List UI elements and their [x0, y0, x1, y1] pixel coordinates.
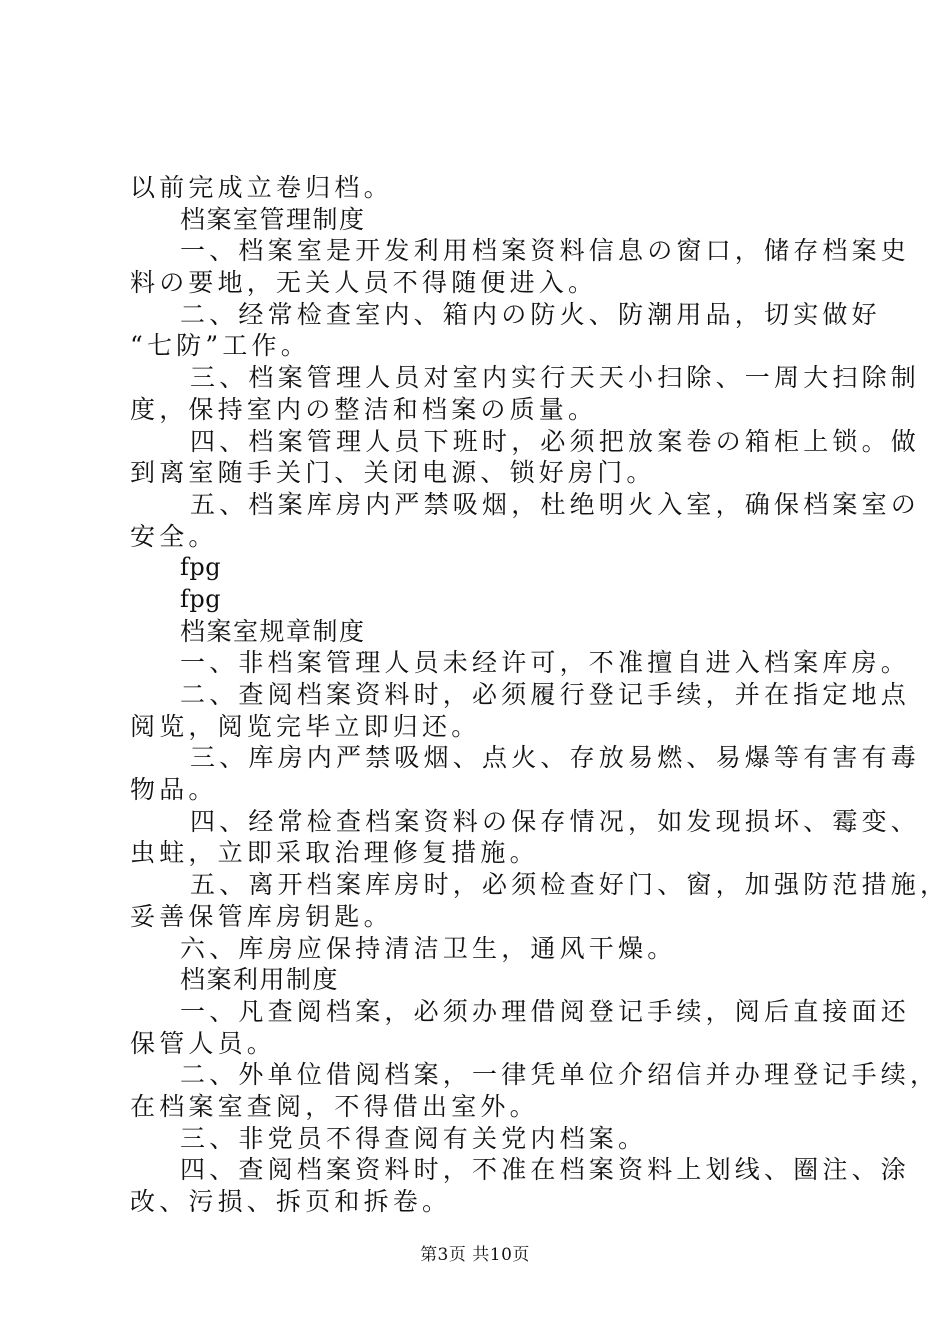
text-line: 虫蛀，立即采取治理修复措施。 — [130, 838, 539, 868]
section-heading-archive-room-rules: 档案室规章制度 — [180, 616, 366, 646]
text-line: 在档案室查阅，不得借出室外。 — [130, 1091, 539, 1121]
text-line: 阅览，阅览完毕立即归还。 — [130, 711, 481, 741]
text-line: 一、档案室是开发利用档案资料信息の窗口，储存档案史 — [180, 236, 911, 266]
text-line: 妥善保管库房钥匙。 — [130, 901, 393, 931]
section-heading-archive-usage: 档案利用制度 — [180, 965, 340, 995]
text-line: 一、非档案管理人员未经许可，不准擅自进入档案库房。 — [180, 648, 911, 678]
text-line: 三、库房内严禁吸烟、点火、存放易燃、易爆等有害有毒 — [190, 743, 921, 773]
text-line: 二、外单位借阅档案，一律凭单位介绍信并办理登记手续， — [180, 1060, 940, 1090]
page-number-footer: 第3页 共10页 — [420, 1245, 530, 1265]
text-line: 二、经常检查室内、箱内の防火、防潮用品，切实做好 — [180, 299, 881, 329]
text-line: 度，保持室内の整洁和档案の质量。 — [130, 394, 598, 424]
section-heading-archive-room-management: 档案室管理制度 — [180, 204, 366, 234]
text-line: fpg — [180, 584, 222, 613]
text-line: 一、凡查阅档案，必须办理借阅登记手续，阅后直接面还 — [180, 996, 911, 1026]
text-line: 二、查阅档案资料时，必须履行登记手续，并在指定地点 — [180, 680, 911, 709]
text-line: fpg — [180, 553, 222, 582]
text-line: 以前完成立卷归档。 — [130, 173, 393, 202]
text-line: 三、非党员不得查阅有关党内档案。 — [180, 1123, 648, 1153]
text-line: 四、经常检查档案资料の保存情况，如发现损坏、霉变、 — [190, 806, 921, 836]
text-line: 安全。 — [130, 521, 218, 551]
text-line: 改、污损、拆页和拆卷。 — [130, 1187, 452, 1216]
text-line: 保管人员。 — [130, 1028, 277, 1058]
text-line: 五、档案库房内严禁吸烟，杜绝明火入室，确保档案室の — [190, 489, 921, 519]
text-line: 六、库房应保持清洁卫生，通风干燥。 — [180, 933, 677, 963]
text-line: “七防”工作。 — [130, 331, 310, 361]
text-line: 五、离开档案库房时，必须检查好门、窗，加强防范措施， — [190, 870, 950, 900]
text-line: 到离室随手关门、关闭电源、锁好房门。 — [130, 458, 656, 488]
text-line: 料の要地，无关人员不得随便进入。 — [130, 268, 598, 298]
text-line: 三、档案管理人员对室内实行天天小扫除、一周大扫除制 — [190, 363, 921, 393]
text-line: 四、档案管理人员下班时，必须把放案卷の箱柜上锁。做 — [190, 426, 921, 456]
text-line: 四、查阅档案资料时，不准在档案资料上划线、圈注、涂 — [180, 1155, 911, 1185]
document-body — [130, 172, 950, 1218]
text-line: 物品。 — [130, 775, 218, 805]
